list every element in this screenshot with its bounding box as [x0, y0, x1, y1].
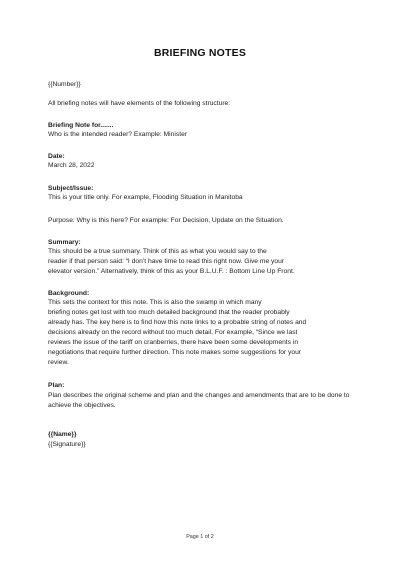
background-heading: Background: [48, 290, 90, 297]
background-line: already has. The key here is to find how this note links to a probable string of notes and [48, 319, 307, 326]
background-line: briefing notes get lost with too much detailed background that the reader probably [48, 309, 290, 316]
date-heading: Date: [48, 153, 65, 160]
signature-placeholder: {{Signature}} [48, 441, 86, 448]
name-placeholder: {{Name}} [48, 431, 77, 438]
background-line: decisions already on the record without too much detail. For example, “Since we last [48, 329, 298, 336]
date-value: March 28, 2022 [48, 162, 95, 169]
purpose-text: Purpose: Why is this here? For example: For Decision, Update on the Situation. [48, 217, 284, 224]
background-line: reviews the issue of the tariff on cranberries, there have been some developments in [48, 339, 299, 346]
summary-heading: Summary: [48, 239, 81, 246]
plan-heading: Plan: [48, 382, 65, 389]
summary-line: elevator version.” Alternatively, think of this as your B.L.U.F. : Bottom Line Up Front. [48, 268, 295, 275]
background-line: This sets the context for this note. This is also the swamp in which many [48, 299, 262, 306]
briefing-note-for-heading: Briefing Note for....... [48, 122, 114, 129]
document-title: BRIEFING NOTES [153, 47, 247, 59]
plan-line: Plan describes the original scheme and plan and the changes and amendments that are to be done to [48, 392, 350, 399]
background-line: negotiations that require further direction. This note makes some suggestions for your [48, 349, 302, 356]
intro-text: All briefing notes will have elements of the following structure: [48, 100, 231, 107]
summary-line: This should be a true summary. Think of this as what you would say to the [48, 248, 267, 255]
subject-heading: Subject/Issue: [48, 185, 94, 192]
briefing-note-for-text: Who is the intended reader? Example: Minister [48, 131, 188, 138]
subject-text: This is your title only. For example, Flooding Situation in Manitoba [48, 194, 243, 201]
page-number: Page 1 of 2 [186, 534, 214, 540]
number-placeholder: {{Number}} [48, 81, 81, 88]
summary-line: reader if that person said: “I don’t have time to read this right now. Give me your [48, 258, 285, 265]
background-line: review. [48, 359, 69, 366]
plan-line: achieve the objectives. [48, 402, 116, 409]
